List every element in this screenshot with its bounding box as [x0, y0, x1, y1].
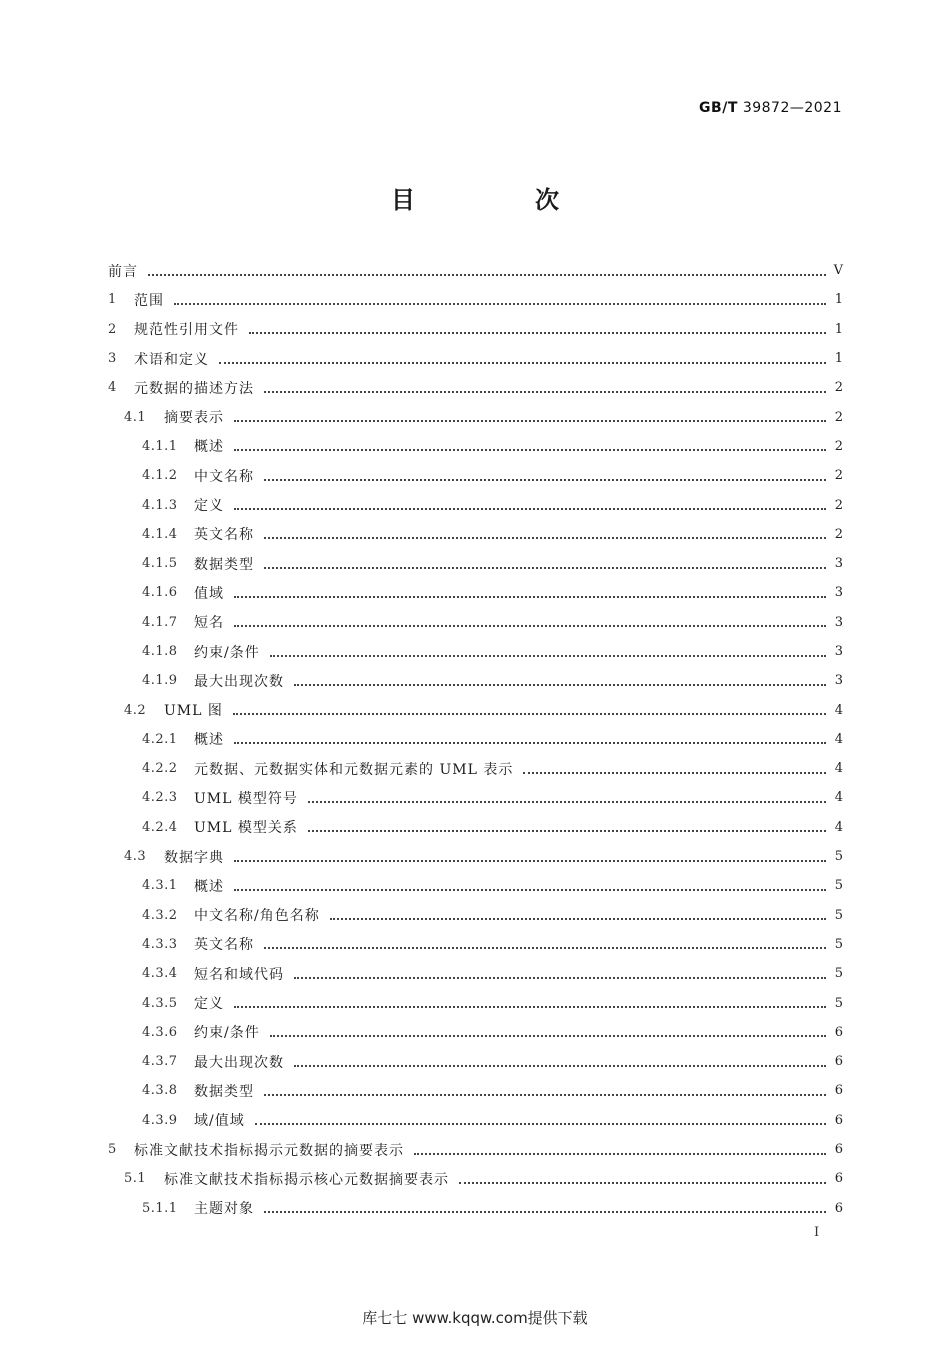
toc-entry-number: 4.1 [124, 409, 147, 425]
toc-entry-page: 5 [834, 995, 844, 1011]
toc-entry[interactable] [108, 344, 844, 373]
dot-leader [219, 348, 826, 364]
dot-leader [234, 992, 826, 1008]
toc-entry[interactable] [108, 871, 844, 900]
standard-code [699, 100, 842, 116]
dot-leader [234, 435, 826, 451]
toc-entry[interactable] [108, 1164, 844, 1193]
toc-entry-label: 概述 [194, 439, 224, 456]
toc-entry-label: 标准文献技术指标揭示元数据的摘要表示 [134, 1142, 404, 1159]
toc-entry-number: 4.3.3 [142, 936, 178, 952]
footer-watermark: 库七七 www.kqqw.com提供下载 [362, 1309, 588, 1327]
dot-leader [523, 758, 826, 774]
toc-entry-label: 数据类型 [194, 556, 254, 573]
dot-leader [234, 582, 826, 598]
toc-entry-number: 4.3.7 [142, 1054, 178, 1070]
toc-entry-page: 4 [834, 702, 844, 718]
toc-entry-number: 4.3.2 [142, 907, 178, 923]
toc-entry-page: 5 [834, 849, 844, 865]
toc-entry-page: 5 [834, 936, 844, 952]
toc-entry-label: 概述 [194, 732, 224, 749]
toc-entry-label: 最大出现次数 [194, 673, 284, 690]
toc-entry-label: 概述 [194, 878, 224, 895]
toc-entry[interactable] [108, 402, 844, 431]
toc-entry-number: 5 [108, 1142, 117, 1158]
toc-entry-number: 4.1.4 [142, 526, 178, 542]
dot-leader [270, 1021, 826, 1037]
toc-entry-page: 1 [834, 321, 844, 337]
dot-leader [255, 1109, 826, 1125]
toc-entry-number: 4.2.2 [142, 761, 178, 777]
toc-entry-label: 定义 [194, 996, 224, 1013]
dot-leader [264, 1197, 826, 1213]
toc-entry-label: 元数据的描述方法 [134, 380, 254, 397]
dot-leader [148, 260, 826, 276]
toc-entry-label: 中文名称 [194, 468, 254, 485]
toc-entry[interactable] [108, 1135, 844, 1164]
toc-entry-label: 英文名称 [194, 937, 254, 954]
dot-leader [294, 670, 826, 686]
standard-code-prefix: GB/T [699, 100, 738, 116]
toc-entry-label: 摘要表示 [164, 410, 224, 427]
toc-entry[interactable] [108, 315, 844, 344]
toc-entry-number: 4.3.5 [142, 995, 178, 1011]
toc-entry[interactable] [108, 725, 844, 754]
dot-leader [294, 1051, 826, 1067]
toc-entry-number: 1 [108, 292, 117, 308]
dot-leader [308, 787, 826, 803]
dot-leader [308, 816, 826, 832]
toc-entry-label: 域/值域 [194, 1113, 245, 1130]
toc-entry-page: 2 [834, 468, 844, 484]
dot-leader [249, 318, 826, 334]
toc-entry-number: 4 [108, 380, 117, 396]
toc-entry-page: 2 [834, 380, 844, 396]
toc-entry-number: 4.3.6 [142, 1024, 178, 1040]
dot-leader [264, 377, 826, 393]
dot-leader [264, 523, 826, 539]
toc-entry[interactable] [108, 285, 844, 314]
toc-entry[interactable] [108, 1076, 844, 1105]
toc-entry[interactable] [108, 490, 844, 519]
toc-entry[interactable] [108, 432, 844, 461]
toc-entry-number: 4.3 [124, 849, 147, 865]
dot-leader [270, 641, 826, 657]
toc-entry[interactable] [108, 813, 844, 842]
toc-entry-page: 2 [834, 526, 844, 542]
toc-entry-label: UML 图 [164, 703, 223, 720]
toc-entry-page: 6 [834, 1142, 844, 1158]
toc-entry-page: 1 [834, 351, 844, 367]
toc-entry-page: 4 [834, 790, 844, 806]
toc-entry-number: 5.1.1 [142, 1200, 178, 1216]
toc-entry-label: 前言 [108, 263, 138, 280]
toc-entry[interactable] [108, 666, 844, 695]
toc-entry-page: 6 [834, 1171, 844, 1187]
toc-entry[interactable] [108, 637, 844, 666]
toc-entry-label: 元数据、元数据实体和元数据元素的 UML 表示 [194, 761, 514, 778]
toc-entry-number: 4.1.6 [142, 585, 178, 601]
toc-entry-page: 3 [834, 585, 844, 601]
toc-entry-page: 6 [834, 1112, 844, 1128]
toc-entry-page: 2 [834, 409, 844, 425]
dot-leader [234, 611, 826, 627]
toc-entry-number: 4.1.9 [142, 673, 178, 689]
page-title: 目 次 [391, 186, 607, 214]
toc-entry-label: 短名 [194, 615, 224, 632]
toc-entry-label: 术语和定义 [134, 351, 209, 368]
standard-code-number: 39872—2021 [742, 100, 842, 116]
toc-entry-label: 约束/条件 [194, 644, 260, 661]
toc-entry-label: 英文名称 [194, 527, 254, 544]
toc-entry[interactable] [108, 1194, 844, 1223]
toc-entry[interactable] [108, 988, 844, 1017]
dot-leader [414, 1139, 826, 1155]
table-of-contents [108, 256, 844, 1223]
toc-entry-page: 4 [834, 819, 844, 835]
dot-leader [459, 1168, 826, 1184]
toc-entry-label: 标准文献技术指标揭示核心元数据摘要表示 [164, 1171, 449, 1188]
toc-entry[interactable] [108, 695, 844, 724]
toc-entry-number: 4.2.1 [142, 731, 178, 747]
toc-entry-label: 范围 [134, 292, 164, 309]
toc-entry[interactable] [108, 842, 844, 871]
toc-entry-number: 4.1.2 [142, 468, 178, 484]
toc-entry-page: 5 [834, 907, 844, 923]
dot-leader [234, 846, 826, 862]
dot-leader [234, 875, 826, 891]
dot-leader [264, 933, 826, 949]
toc-entry-number: 4.1.5 [142, 556, 178, 572]
toc-entry[interactable] [108, 373, 844, 402]
toc-entry[interactable] [108, 256, 844, 285]
dot-leader [234, 728, 826, 744]
toc-entry[interactable] [108, 783, 844, 812]
toc-entry-number: 4.1.1 [142, 438, 178, 454]
toc-entry[interactable] [108, 930, 844, 959]
toc-entry[interactable] [108, 608, 844, 637]
toc-entry-label: 短名和域代码 [194, 966, 284, 983]
dot-leader [294, 963, 826, 979]
dot-leader [234, 494, 826, 510]
dot-leader [264, 465, 826, 481]
toc-entry[interactable] [108, 549, 844, 578]
toc-entry-label: 规范性引用文件 [134, 322, 239, 339]
toc-entry-page: 6 [834, 1054, 844, 1070]
toc-entry[interactable] [108, 1018, 844, 1047]
toc-entry-number: 2 [108, 321, 117, 337]
toc-entry-number: 4.1.8 [142, 644, 178, 659]
toc-entry-page: 6 [834, 1024, 844, 1040]
toc-entry-label: 约束/条件 [194, 1025, 260, 1042]
toc-entry-label: UML 模型符号 [194, 790, 298, 807]
toc-entry-label: 数据类型 [194, 1083, 254, 1100]
toc-entry-page: 6 [834, 1200, 844, 1216]
toc-entry-number: 3 [108, 351, 117, 367]
toc-entry-label: 中文名称/角色名称 [194, 908, 320, 925]
toc-entry-number: 4.1.7 [142, 614, 178, 630]
page-number: I [814, 1225, 820, 1240]
toc-entry-page: 5 [834, 878, 844, 894]
toc-entry[interactable] [108, 1106, 844, 1135]
toc-entry-label: UML 模型关系 [194, 820, 298, 837]
toc-entry-label: 最大出现次数 [194, 1054, 284, 1071]
toc-entry-label: 定义 [194, 498, 224, 515]
dot-leader [330, 904, 826, 920]
toc-entry-number: 4.3.4 [142, 966, 178, 982]
toc-entry-page: 4 [834, 731, 844, 747]
toc-entry-number: 4.3.9 [142, 1112, 178, 1128]
toc-entry-page: 3 [834, 614, 844, 630]
toc-entry-number: 5.1 [124, 1171, 147, 1187]
toc-entry[interactable] [108, 461, 844, 490]
toc-entry-page: 2 [834, 438, 844, 454]
dot-leader [264, 1080, 826, 1096]
toc-entry-page: 4 [834, 761, 844, 777]
toc-entry[interactable] [108, 901, 844, 930]
toc-entry-number: 4.2.4 [142, 819, 178, 835]
toc-entry[interactable] [108, 1047, 844, 1076]
toc-entry-page: 3 [834, 556, 844, 572]
toc-entry[interactable] [108, 578, 844, 607]
toc-entry-label: 主题对象 [194, 1201, 254, 1218]
dot-leader [233, 699, 826, 715]
toc-entry-page: 3 [834, 644, 844, 659]
toc-entry[interactable] [108, 520, 844, 549]
toc-entry-page: 3 [834, 673, 844, 689]
toc-entry[interactable] [108, 754, 844, 783]
toc-entry-label: 数据字典 [164, 849, 224, 866]
toc-entry-page: 2 [834, 497, 844, 513]
toc-entry[interactable] [108, 959, 844, 988]
dot-leader [234, 406, 826, 422]
dot-leader [264, 553, 826, 569]
dot-leader [174, 289, 826, 305]
toc-entry-number: 4.3.1 [142, 878, 178, 894]
toc-entry-page: 5 [834, 966, 844, 982]
toc-entry-page: 1 [834, 292, 844, 308]
toc-entry-number: 4.3.8 [142, 1083, 178, 1099]
toc-entry-number: 4.2 [124, 702, 147, 718]
toc-entry-page: V [833, 263, 844, 279]
toc-entry-label: 值域 [194, 585, 224, 602]
toc-entry-number: 4.1.3 [142, 497, 178, 513]
toc-entry-page: 6 [834, 1083, 844, 1099]
toc-entry-number: 4.2.3 [142, 790, 178, 806]
